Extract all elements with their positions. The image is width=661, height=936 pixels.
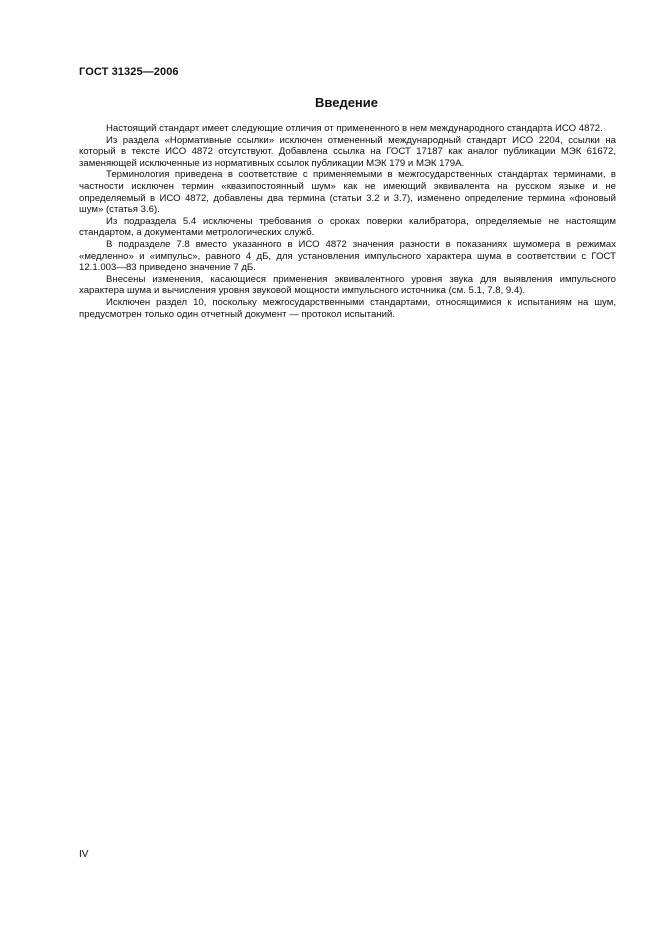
page-number: IV bbox=[79, 849, 89, 860]
paragraph: Исключен раздел 10, поскольку межгосударственными стандартами, относящимися к испытаниям на шум, предусмотрен только один отчетный документ — протокол испытаний. bbox=[79, 296, 616, 320]
paragraph: Настоящий стандарт имеет следующие отличия от примененного в нем международного стандарта ИСО 4872. bbox=[106, 123, 603, 134]
paragraph: Из раздела «Нормативные ссылки» исключен отмененный международный стандарт ИСО 2204, ссылки на который в тексте ИСО 4872 отсутствуют. Добавлена ссылка на ГОСТ 17187 как аналог публикации МЭК 61672, заменяющей исключенные из нормативных ссылок публикации МЭК 179 и МЭК 179А. bbox=[79, 134, 616, 169]
section-title: Введение bbox=[315, 95, 378, 110]
paragraph: В подразделе 7.8 вместо указанного в ИСО 4872 значения разности в показаниях шумомера в режимах «медленно» и «импульс», равного 4 дБ, для установления импульсного характера шума в соответствии с ГОСТ 12.1.003—83 приведено значение 7 дБ. bbox=[79, 238, 616, 274]
paragraph: Внесены изменения, касающиеся применения эквивалентного уровня звука для выявления импульсного характера шума и вычисления уровня звуковой мощности импульсного источника (см. 5.1, 7.8, 9.4). bbox=[79, 273, 616, 297]
paragraph: Из подраздела 5.4 исключены требования о сроках поверки калибратора, определяемые не настоящим стандартом, а документами метрологических служб. bbox=[79, 215, 616, 239]
introduction-body bbox=[79, 123, 616, 320]
paragraph: Терминология приведена в соответствие с применяемыми в межгосударственных стандартах терминами, в частности исключен термин «квазипостоянный шум» как не имеющий эквивалента на русском языке и не определяемый в ИСО 4872, добавлены два термина (статьи 3.2 и 3.7), изменено определение термина «фоновый шум» (статья 3.6). bbox=[79, 169, 616, 216]
standard-id-header: ГОСТ 31325—2006 bbox=[79, 66, 179, 78]
